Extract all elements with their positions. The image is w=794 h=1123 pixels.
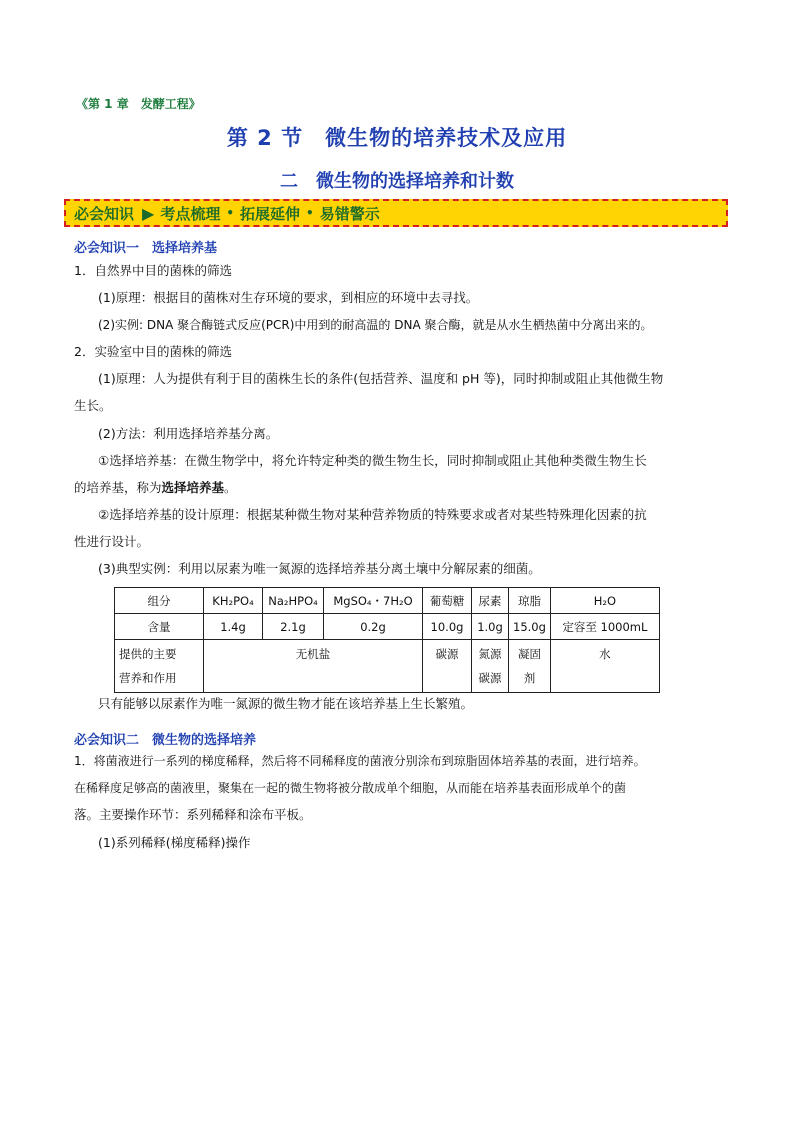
text-run-bold: 选择培养基 [161, 480, 225, 495]
table-cell: 含量 [115, 614, 204, 640]
table-cell: 碳源 [423, 640, 472, 693]
text-run: 的培养基，称为 [74, 480, 162, 495]
cell-line: 碳源 [478, 671, 502, 685]
paragraph: (2)方法：利用选择培养基分离。 [98, 426, 279, 441]
cell-line: 凝固 [517, 647, 541, 661]
paragraph: 1．将菌液进行一系列的梯度稀释，然后将不同稀释度的菌液分别涂布到琼脂固体培养基的表面，进行培养。 [74, 754, 646, 768]
banner-label: 必会知识 [74, 204, 135, 223]
table-cell: H₂O [550, 588, 659, 614]
paragraph: (1)原理：人为提供有利于目的菌株生长的条件(包括营养、温度和 pH 等)，同时抑制或阻止其他微生物 [98, 371, 664, 386]
paragraph: 在稀释度足够高的菌液里，聚集在一起的微生物将被分散成单个细胞，从而能在培养基表面形成单个的菌 [74, 781, 627, 795]
paragraph [74, 479, 237, 497]
table-row [115, 640, 660, 693]
bullet-dot-icon: • [306, 206, 314, 220]
knowledge1-heading: 必会知识一 选择培养基 [74, 241, 218, 256]
cell-line: 提供的主要 [119, 647, 177, 661]
text-run: 。 [224, 480, 237, 495]
table-cell: 0.2g [324, 614, 423, 640]
paragraph: (1)系列稀释(梯度稀释)操作 [98, 835, 251, 850]
paragraph: 2．实验室中目的菌株的筛选 [74, 344, 232, 359]
table-cell: 琼脂 [509, 588, 551, 614]
table-row [115, 614, 660, 640]
arrow-right-icon: ▶ [142, 203, 155, 223]
table-cell: Na₂HPO₄ [263, 588, 324, 614]
paragraph: 1．自然界中目的菌株的筛选 [74, 263, 232, 278]
table-cell [472, 640, 509, 693]
banner-item-review: 考点梳理 [160, 204, 221, 223]
cell-line: 氮源 [478, 647, 502, 661]
table-cell: 1.0g [472, 614, 509, 640]
table-cell: 15.0g [509, 614, 551, 640]
knowledge2-heading: 必会知识二 微生物的选择培养 [74, 733, 257, 748]
section-title: 第 2 节 微生物的培养技术及应用 [226, 126, 568, 150]
table-cell: 水 [550, 640, 659, 693]
paragraph: ①选择培养基：在微生物学中，将允许特定种类的微生物生长，同时抑制或阻止其他种类微生物生长 [98, 453, 647, 468]
paragraph: (1)原理：根据目的菌株对生存环境的要求，到相应的环境中去寻找。 [98, 290, 479, 305]
table-cell: 定容至 1000mL [550, 614, 659, 640]
cell-line: 剂 [523, 671, 536, 685]
table-cell: 10.0g [423, 614, 472, 640]
table-cell: 1.4g [204, 614, 263, 640]
table-cell: 无机盐 [204, 640, 423, 693]
subsection-title: 二 微生物的选择培养和计数 [280, 171, 514, 192]
banner-item-warning: 易错警示 [319, 204, 380, 223]
table-cell: 葡萄糖 [423, 588, 472, 614]
table-cell: KH₂PO₄ [204, 588, 263, 614]
table-cell: MgSO₄・7H₂O [324, 588, 423, 614]
paragraph: (3)典型实例：利用以尿素为唯一氮源的选择培养基分离土壤中分解尿素的细菌。 [98, 561, 541, 576]
paragraph: (2)实例: DNA 聚合酶链式反应(PCR)中用到的耐高温的 DNA 聚合酶，就是从水生栖热菌中分离出来的。 [98, 318, 653, 332]
paragraph: 落。主要操作环节：系列稀释和涂布平板。 [74, 807, 312, 822]
paragraph: 只有能够以尿素作为唯一氮源的微生物才能在该培养基上生长繁殖。 [98, 696, 474, 711]
paragraph: 性进行设计。 [74, 534, 150, 549]
chapter-label: 《第 1 章 发酵工程》 [76, 97, 201, 111]
table-row [115, 588, 660, 614]
table-cell: 组分 [115, 588, 204, 614]
table-cell [509, 640, 551, 693]
cell-line: 营养和作用 [119, 671, 177, 685]
paragraph: 生长。 [74, 398, 112, 413]
knowledge-banner [64, 199, 728, 227]
table-cell [115, 640, 204, 693]
paragraph: ②选择培养基的设计原理：根据某种微生物对某种营养物质的特殊要求或者对某些特殊理化因素的抗 [98, 507, 647, 522]
table-cell: 尿素 [472, 588, 509, 614]
table-cell: 2.1g [263, 614, 324, 640]
banner-item-extension: 拓展延伸 [240, 204, 301, 223]
medium-composition-table [114, 587, 660, 693]
bullet-dot-icon: • [226, 206, 235, 220]
